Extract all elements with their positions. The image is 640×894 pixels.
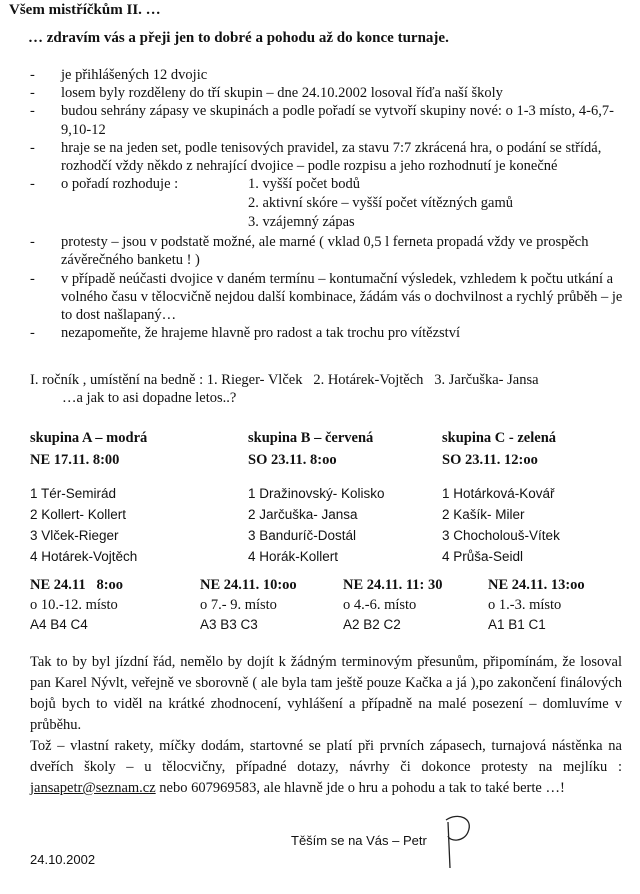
list-item — [30, 270, 630, 325]
bullet-dash: - — [30, 67, 35, 83]
list-item-text: protesty – jsou v podstatě možné, ale marné ( vklad 0,5 l ferneta propadá vždy ve prospěch závěrečného banketu ! ) — [61, 234, 589, 269]
list-item — [30, 66, 630, 84]
list-item-text: v případě neúčasti dvojice v daném termínu – kontumační výsledek, vzhledem k počtu utkání a volného času v tělocvičně nejdou další kombinace, žádám vás o dochvilnost a rychlý průběh – je to dost našlapaný… — [61, 270, 623, 324]
group-time: SO 23.11. 12:oo — [442, 452, 538, 468]
match-block — [30, 575, 123, 635]
team-entry: 1 Tér-Semirád — [30, 486, 117, 501]
match-time: NE 24.11. 13:oo — [488, 577, 585, 593]
match-block — [200, 575, 297, 635]
group-title: skupina C - zelená — [442, 430, 557, 446]
team-entry: 2 Kašík- Miler — [442, 507, 525, 522]
match-teams: A4 B4 C4 — [30, 617, 88, 632]
criteria-item: 2. aktivní skóre – vyšší počet vítězných gamů — [248, 195, 513, 212]
criteria-item: 3. vzájemný zápas — [248, 214, 355, 231]
match-teams: A1 B1 C1 — [488, 617, 546, 632]
info-text: Tož – vlastní rakety, míčky dodám, startovné se platí při prvních zápasech, turnajová nástěnka na dveřích školy – u tělocvičny, případné dotazy, návrhy či dokonce protesty na mejlíku : — [30, 738, 622, 775]
greeting-heading: Všem mistříčkům II. … — [9, 2, 161, 18]
match-place: o 4.-6. místo — [343, 597, 417, 613]
match-teams: A2 B2 C2 — [343, 617, 401, 632]
bullet-dash: - — [30, 234, 35, 251]
last-year-results — [30, 371, 539, 407]
list-item-text: nezapomeňte, že hrajeme hlavně pro radost a tak trochu pro vítězství — [61, 325, 460, 342]
list-item — [30, 139, 630, 175]
match-block — [343, 575, 443, 635]
match-time: NE 24.11. 11: 30 — [343, 577, 443, 593]
group-title: skupina B – červená — [248, 430, 374, 446]
email-link[interactable]: jansapetr@seznam.cz — [30, 780, 156, 796]
group-time: NE 17.11. 8:00 — [30, 452, 120, 468]
team-list — [248, 483, 385, 567]
group-c — [442, 427, 560, 567]
match-teams: A3 B3 C3 — [200, 617, 258, 632]
list-item-text: budou sehrány zápasy ve skupinách a podle pořadí se vytvoří skupiny nové: o 1-3 místo, 4-6,7-9,10-12 — [61, 103, 614, 138]
list-item-text: je přihlášených 12 dvojic — [61, 67, 208, 83]
team-entry: 2 Jarčuška- Jansa — [248, 507, 358, 522]
bullet-dash: - — [30, 176, 35, 193]
info-paragraph — [30, 736, 622, 799]
bullet-dash: - — [30, 325, 35, 342]
team-list — [442, 483, 560, 567]
match-time: NE 24.11 8:oo — [30, 577, 124, 593]
bullet-dash: - — [30, 85, 35, 102]
match-place: o 7.- 9. místo — [200, 597, 277, 613]
match-place: o 1.-3. místo — [488, 597, 562, 613]
bullet-dash: - — [30, 270, 35, 287]
team-entry: 3 Banduríč-Dostál — [248, 528, 357, 543]
list-item-text: losem byly rozděleny do tří skupin – dne 24.10.2002 losoval říďa naší školy — [61, 85, 503, 102]
team-entry: 1 Dražinovský- Kolisko — [248, 486, 385, 501]
bullet-dash: - — [30, 139, 35, 156]
team-entry: 2 Kollert- Kollert — [30, 507, 127, 522]
podium-question: …a jak to asi dopadne letos..? — [62, 390, 237, 406]
signature-scribble-icon — [438, 812, 478, 872]
group-a — [30, 427, 147, 567]
group-b — [248, 427, 385, 567]
group-title: skupina A – modrá — [30, 430, 148, 446]
list-item — [30, 84, 630, 102]
closing-paragraph: Tak to by byl jízdní řád, nemělo by dojít k žádným terminovým přesunům, připomínám, že losoval pan Karel Nývlt, veřejně ve sborovně ( ale byla tam ještě pouze Kačka a já ),po zakončení finálových bojů bych to viděl na krátké zhodnocení, vyhlášení a případně na malé posezení – domluvíme v průběhu. — [30, 654, 622, 733]
criteria-label: o pořadí rozhoduje : — [61, 176, 179, 193]
match-time: NE 24.11. 10:oo — [200, 577, 297, 593]
rules-list — [30, 66, 630, 342]
bullet-dash: - — [30, 103, 35, 120]
list-item-text: hraje se na jeden set, podle tenisových pravidel, za stavu 7:7 zkrácená hra, o podání se střídá, rozhodčí vždy někdo z nehrající dvojice – podle rozpisu a jeho rozhodnutí je konečné — [61, 139, 602, 175]
signature: Těším se na Vás – Petr — [291, 833, 427, 848]
greeting-subheading: … zdravím vás a přeji jen to dobré a pohodu až do konce turnaje. — [28, 30, 449, 46]
team-entry: 4 Horák-Kollert — [248, 549, 339, 564]
info-text-end: nebo 607969583, ale hlavně jde o hru a pohodu a tak to také berte …! — [159, 780, 565, 796]
list-item — [30, 324, 630, 342]
group-time: SO 23.11. 8:oo — [248, 452, 337, 468]
team-entry: 4 Hotárek-Vojtěch — [30, 549, 138, 564]
criteria-block — [30, 175, 630, 233]
podium-line: I. ročník , umístění na bedně : 1. Rieger- Vlček 2. Hotárek-Vojtěch 3. Jarčuška- Jansa — [30, 372, 539, 388]
list-item — [30, 233, 630, 269]
match-place: o 10.-12. místo — [30, 597, 118, 613]
letter-date: 24.10.2002 — [30, 852, 96, 867]
team-entry: 3 Chocholouš-Vítek — [442, 528, 560, 543]
list-item — [30, 102, 630, 138]
criteria-item: 1. vyšší počet bodů — [248, 176, 360, 193]
team-entry: 4 Průša-Seidl — [442, 549, 524, 564]
match-block — [488, 575, 585, 635]
team-entry: 1 Hotárková-Kovář — [442, 486, 555, 501]
team-entry: 3 Vlček-Rieger — [30, 528, 119, 543]
team-list — [30, 483, 147, 567]
